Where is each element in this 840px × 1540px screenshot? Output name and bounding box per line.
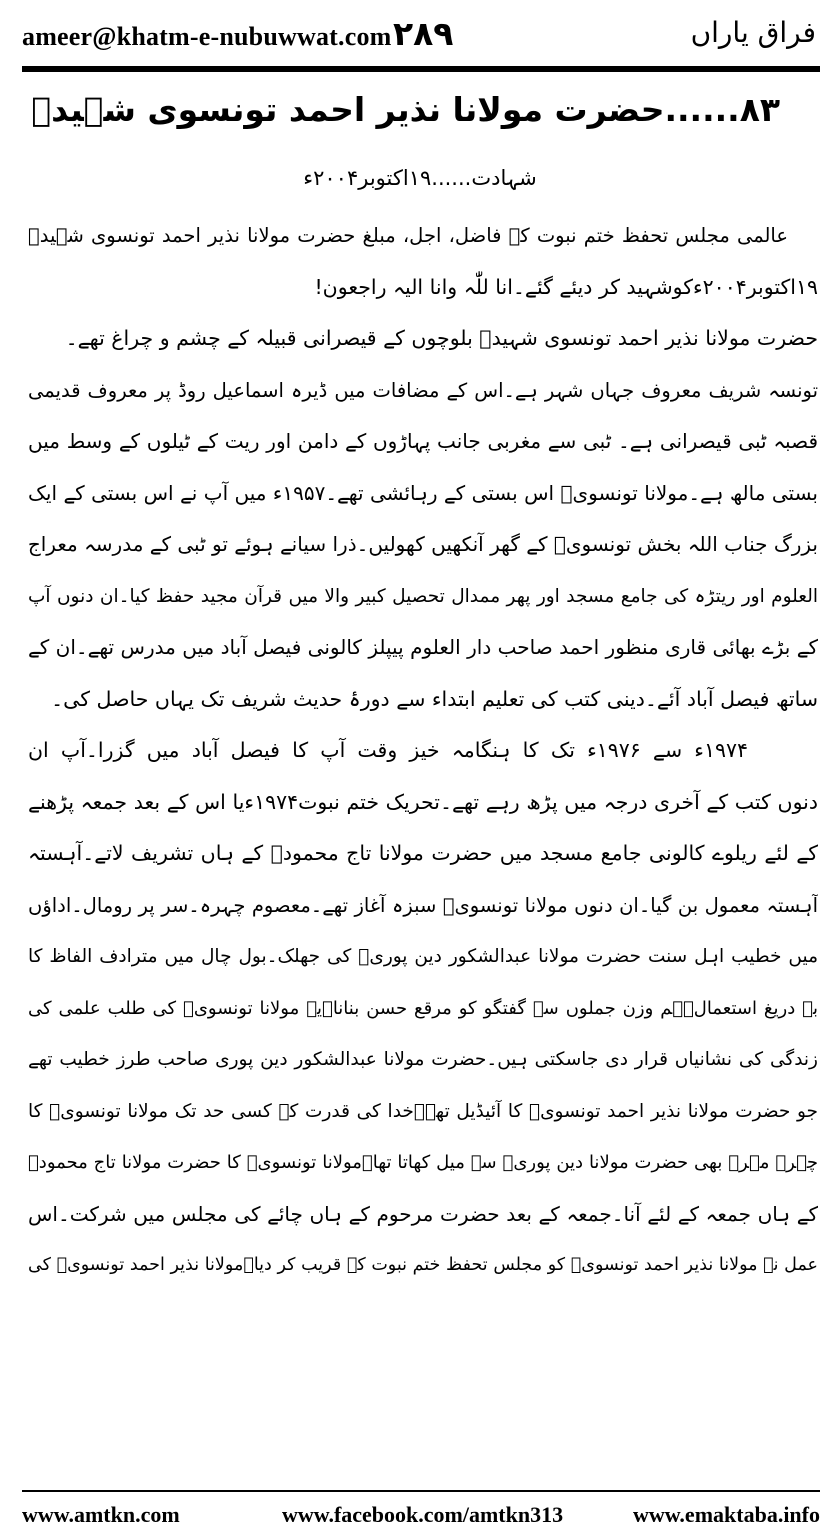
body-line: جو حضرت مولانا نذیر احمد تونسویؒ کا آئیڈیل تھے۔خدا کی قدرت کہ کسی حد تک مولانا تونسویؒ کا [28,1100,818,1122]
martyrdom-date: شہادت......۱۹اکتوبر۲۰۰۴ء [303,166,537,190]
body-line: ۱۹۷۴ء سے ۱۹۷۶ء تک کا ہنگامہ خیز وقت آپ کا فیصل آباد میں گزرا۔آپ ان [28,738,748,762]
body-line: عمل نے مولانا نذیر احمد تونسویؒ کو مجلس تحفظ ختم نبوت کے قریب کر دیا۔مولانا نذیر احمد تونسویؒ کی [28,1255,818,1275]
body-line: آہستہ معمول بن گیا۔ان دنوں مولانا تونسویؒ سبزہ آغاز تھے۔معصوم چہرہ۔سر پر رومال۔اداؤں [28,893,818,917]
page-number: ۲۸۹ [393,14,454,53]
body-line: دنوں کتب کے آخری درجہ میں پڑھ رہے تھے۔تحریک ختم نبوت۱۹۷۴ءیا اس کے بعد جمعہ پڑھنے [28,789,818,814]
body-line: زندگی کی نشانیاں قرار دی جاسکتی ہیں۔حضرت مولانا عبدالشکور دین پوری صاحب طرز خطیب تھے [28,1049,818,1070]
body-line: ساتھ فیصل آباد آئے۔دینی کتب کی تعلیم ابتداء سے دورۂ حدیث شریف تک یہاں حاصل کی۔ [51,686,818,711]
book-title: فراق یاراں [690,16,816,49]
body-line: کے لئے ریلوے کالونی جامع مسجد میں حضرت مولانا تاج محمودؒ کے ہاں تشریف لاتے۔آہستہ [28,841,818,865]
body-line: تونسہ شریف معروف جہاں شہر ہے۔اس کے مضافات میں ڈیرہ اسماعیل روڈ پر معروف قدیمی [28,378,818,402]
body-line: عالمی مجلس تحفظ ختم نبوت کے فاضل، اجل، مبلغ حضرت مولانا نذیر احمد تونسوی شہیدؒ [28,224,788,247]
body-line: حضرت مولانا نذیر احمد تونسوی شہیدؒ بلوچوں کے قیصرانی قبیلہ کے چشم و چراغ تھے۔ [65,326,818,350]
footer-link-facebook[interactable]: www.facebook.com/amtkn313 [282,1502,564,1527]
body-line: میں خطیب اہل سنت حضرت مولانا عبدالشکور دین پوریؒ کی جھلک۔بول چال میں مترادف الفاظ کا [28,946,818,967]
page-footer [22,1500,820,1534]
footer-rule [22,1490,820,1492]
body-line: چہرہ مہرہ بھی حضرت مولانا دین پوریؒ سے میل کھاتا تھا۔مولانا تونسویؒ کا حضرت مولانا تاج محمودؒ [28,1152,818,1173]
body-line: کے بڑے بھائی قاری منظور احمد صاحب دار العلوم پیپلز کالونی فیصل آباد میں مدرس تھے۔ان کے [28,635,818,659]
body-line: قصبہ ٹبی قیصرانی ہے۔ ٹبی سے مغربی جانب پہاڑوں کے دامن اور ریت کے ٹیلوں کے وسط میں [28,429,818,453]
body-line: بے دریغ استعمال۔ہم وزن جملوں سے گفتگو کو مرقع حسن بنانا۔یہ مولانا تونسویؒ کی طلب علمی کی [28,997,818,1019]
article-title: ۸۳......حضرت مولانا نذیر احمد تونسوی شہیدؒ [31,90,780,129]
body-line: العلوم اور ریتڑہ کی جامع مسجد اور پھر ممدال تحصیل کبیر والا میں قرآن مجید حفظ کیا۔ان دنوں آپ [28,585,818,607]
footer-link-emaktaba[interactable]: www.emaktaba.info [632,1502,820,1527]
body-line: ۱۹اکتوبر۲۰۰۴ءکوشہید کر دیئے گئے۔انا للّٰہ وانا الیہ راجعون! [314,274,818,299]
article-body [28,210,818,1292]
body-line: بستی مالھ ہے۔مولانا تونسویؒ اس بستی کے رہائشی تھے۔۱۹۵۷ء میں آپ نے اس بستی کے ایک [28,480,818,505]
body-line: بزرگ جناب اللہ بخش تونسویؒ کے گھر آنکھیں کھولیں۔ذرا سیانے ہوئے تو ٹبی کے مدرسہ معراج [28,532,818,556]
page-header [22,14,820,62]
footer-link-amtkn[interactable]: www.amtkn.com [22,1502,180,1527]
header-rule [22,66,820,72]
body-line: کے ہاں جمعہ کے لئے آنا۔جمعہ کے بعد حضرت مرحوم کے ہاں چائے کی مجلس میں شرکت۔اس [28,1201,818,1226]
header-email: ameer@khatm-e-nubuwwat.com [22,22,392,51]
